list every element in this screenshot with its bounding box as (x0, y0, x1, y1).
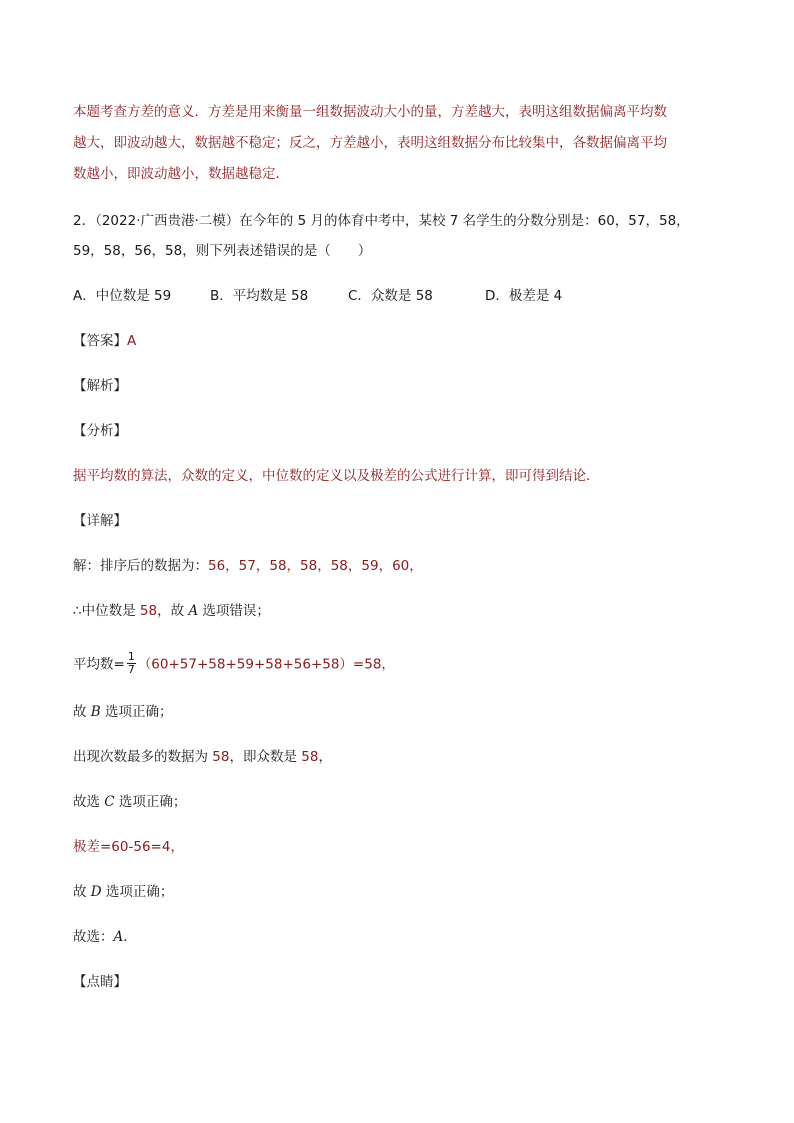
answer-line (73, 332, 136, 350)
final-prefix: 故选： (73, 929, 114, 945)
d-letter: D (90, 884, 102, 900)
median-letter: A (188, 603, 199, 619)
option-d: D．极差是 4 (485, 288, 563, 304)
d-prefix: 故 (73, 884, 91, 900)
c-letter: C (104, 794, 115, 810)
analysis-label: 【解析】 (73, 378, 127, 394)
detail-sorted-prefix: 解：排序后的数据为： (73, 558, 208, 574)
question-line-2: 59，58，56，58，则下列表述错误的是（ ） (73, 243, 372, 259)
b-suffix: 选项正确； (100, 704, 173, 720)
detail-d (73, 883, 173, 901)
b-prefix: 故 (73, 704, 91, 720)
mode-end: ， (318, 749, 332, 765)
d-suffix: 选项正确； (101, 884, 174, 900)
detail-range: 极差=60-56=4， (73, 839, 184, 855)
intro-line-2: 越大，即波动越大，数据越不稳定；反之，方差越小，表明这组数据分布比较集中，各数据偏离平均 (73, 135, 667, 151)
mode-value-2: 58 (301, 749, 319, 765)
detail-label: 【详解】 (73, 513, 127, 529)
answer-label: 【答案】 (73, 333, 127, 349)
detail-c (73, 793, 186, 811)
median-value: 58 (139, 603, 158, 619)
mode-value-1: 58 (212, 749, 230, 765)
detail-final (73, 928, 137, 946)
options-row (73, 287, 733, 305)
final-letter: A (113, 929, 124, 945)
intro-line-3: 数越小，即波动越小，数据越稳定． (73, 166, 289, 182)
fenxi-text: 据平均数的算法，众数的定义，中位数的定义以及极差的公式进行计算，即可得到结论． (73, 468, 600, 484)
mean-expression: （60+57+58+59+58+56+58）=58， (137, 656, 395, 673)
option-c: C．众数是 58 (348, 288, 433, 304)
question-line-1: 2．（2022·广西贵港·二模）在今年的 5 月的体育中考中，某校 7 名学生的分数分别是：60，57，58， (73, 213, 690, 229)
fenxi-label: 【分析】 (73, 423, 127, 439)
answer-value: A (127, 333, 137, 349)
option-a: A．中位数是 59 (73, 288, 172, 304)
detail-sorted-values: 56，57，58，58，58，59，60， (208, 558, 423, 574)
c-suffix: 选项正确； (114, 794, 187, 810)
median-suffix-2: 选项错误； (198, 603, 270, 619)
mean-fraction-numerator: 1 (127, 650, 135, 663)
mode-prefix: 出现次数最多的数据为 (73, 749, 213, 765)
b-letter: B (90, 704, 101, 720)
median-suffix-1: ，故 (157, 603, 189, 619)
mean-fraction-denominator: 7 (127, 663, 135, 676)
median-prefix: ∴中位数是 (73, 603, 140, 619)
dianjing-label: 【点睛】 (73, 974, 127, 990)
final-suffix: ． (123, 929, 137, 945)
mean-prefix: 平均数= (73, 656, 125, 673)
option-b: B．平均数是 58 (210, 288, 309, 304)
detail-sorted (73, 557, 423, 575)
detail-mean (73, 652, 395, 677)
detail-b (73, 703, 173, 721)
mode-mid: ，即众数是 (229, 749, 302, 765)
c-prefix: 故选 (73, 794, 105, 810)
mean-fraction (127, 651, 136, 676)
detail-mode (73, 748, 332, 766)
detail-median (73, 602, 270, 620)
intro-line-1: 本题考查方差的意义．方差是用来衡量一组数据波动大小的量，方差越大，表明这组数据偏离平均数 (73, 104, 667, 120)
